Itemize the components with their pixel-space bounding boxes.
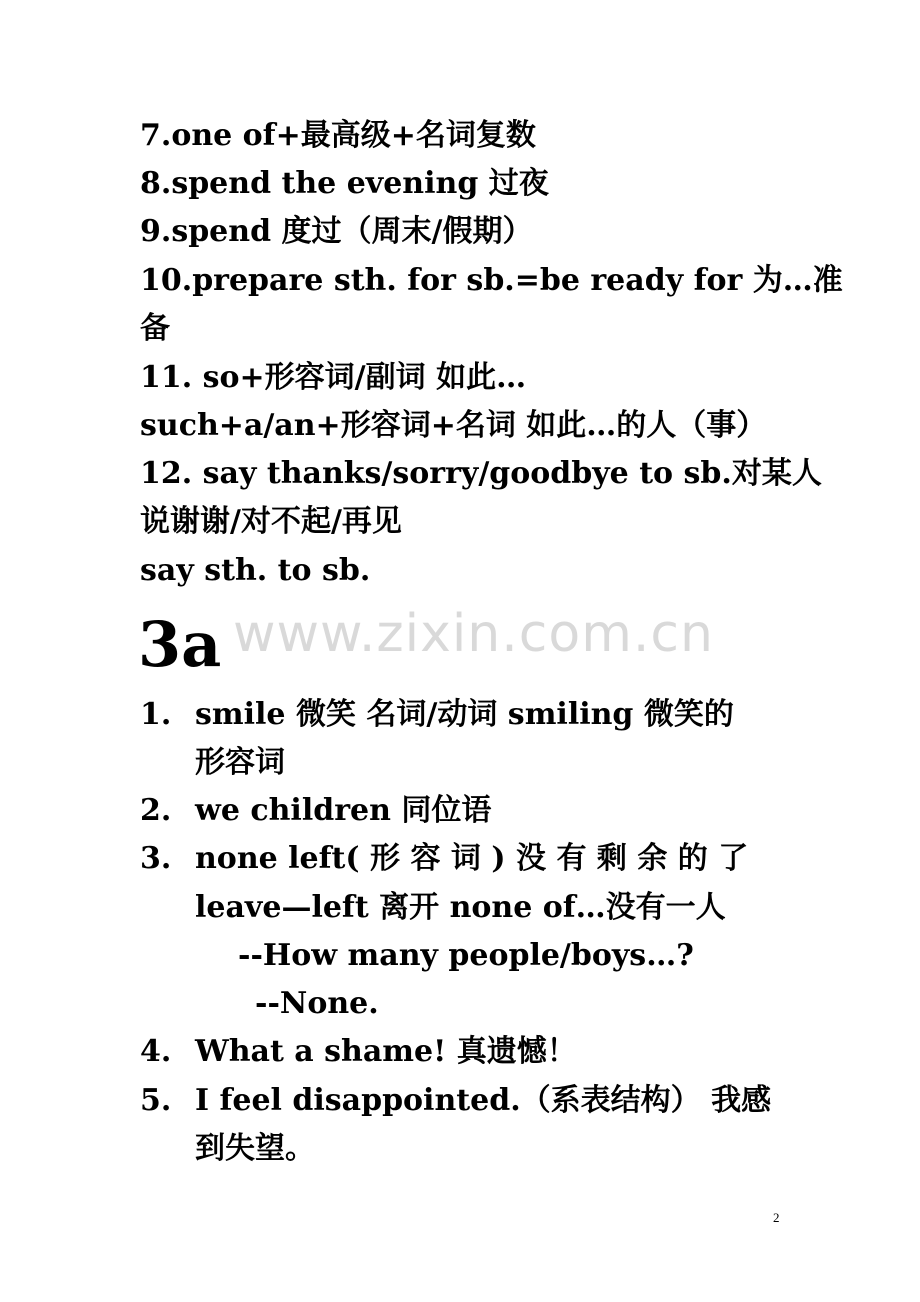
line-12: 12. say thanks/sorry/goodbye to sb.对某人 xyxy=(140,456,822,491)
item-1-number: 1. xyxy=(140,697,172,732)
item-4-text: What a shame! 真遗憾！ xyxy=(195,1034,577,1069)
item-1-cont: 形容词 xyxy=(195,745,285,780)
item-3-cont: leave—left 离开 none of…没有一人 xyxy=(195,890,726,925)
item-3-text: none left( 形 容 词 ) 没 有 剩 余 的 了 xyxy=(195,841,749,876)
page-number: 2 xyxy=(773,1210,780,1225)
item-4-number: 4. xyxy=(140,1034,172,1069)
item-2-text: we children 同位语 xyxy=(195,793,492,828)
line-9: 9.spend 度过（周末/假期） xyxy=(140,214,533,249)
item-5-cont: 到失望。 xyxy=(195,1131,315,1166)
section-heading: 3a xyxy=(138,608,222,681)
line-12-say: say sth. to sb. xyxy=(140,553,371,588)
watermark: www.zixin.com.cn xyxy=(233,604,714,664)
item-5-number: 5. xyxy=(140,1083,172,1118)
line-11: 11. so+形容词/副词 如此… xyxy=(140,360,527,395)
item-2-number: 2. xyxy=(140,793,172,828)
item-3-answer: --None. xyxy=(255,986,379,1021)
line-12-cont: 说谢谢/对不起/再见 xyxy=(140,504,402,539)
line-10-cont: 备 xyxy=(140,311,170,346)
item-3-question: --How many people/boys…? xyxy=(238,938,694,973)
line-8: 8.spend the evening 过夜 xyxy=(140,166,549,201)
line-10: 10.prepare sth. for sb.=be ready for 为…准 xyxy=(140,263,843,298)
line-11-such: such+a/an+形容词+名词 如此…的人（事） xyxy=(140,408,767,443)
item-1-text: smile 微笑 名词/动词 smiling 微笑的 xyxy=(195,697,734,732)
item-5-text: I feel disappointed.（系表结构） 我感 xyxy=(195,1083,772,1118)
line-7: 7.one of+最高级+名词复数 xyxy=(140,118,536,153)
item-3-number: 3. xyxy=(140,841,172,876)
